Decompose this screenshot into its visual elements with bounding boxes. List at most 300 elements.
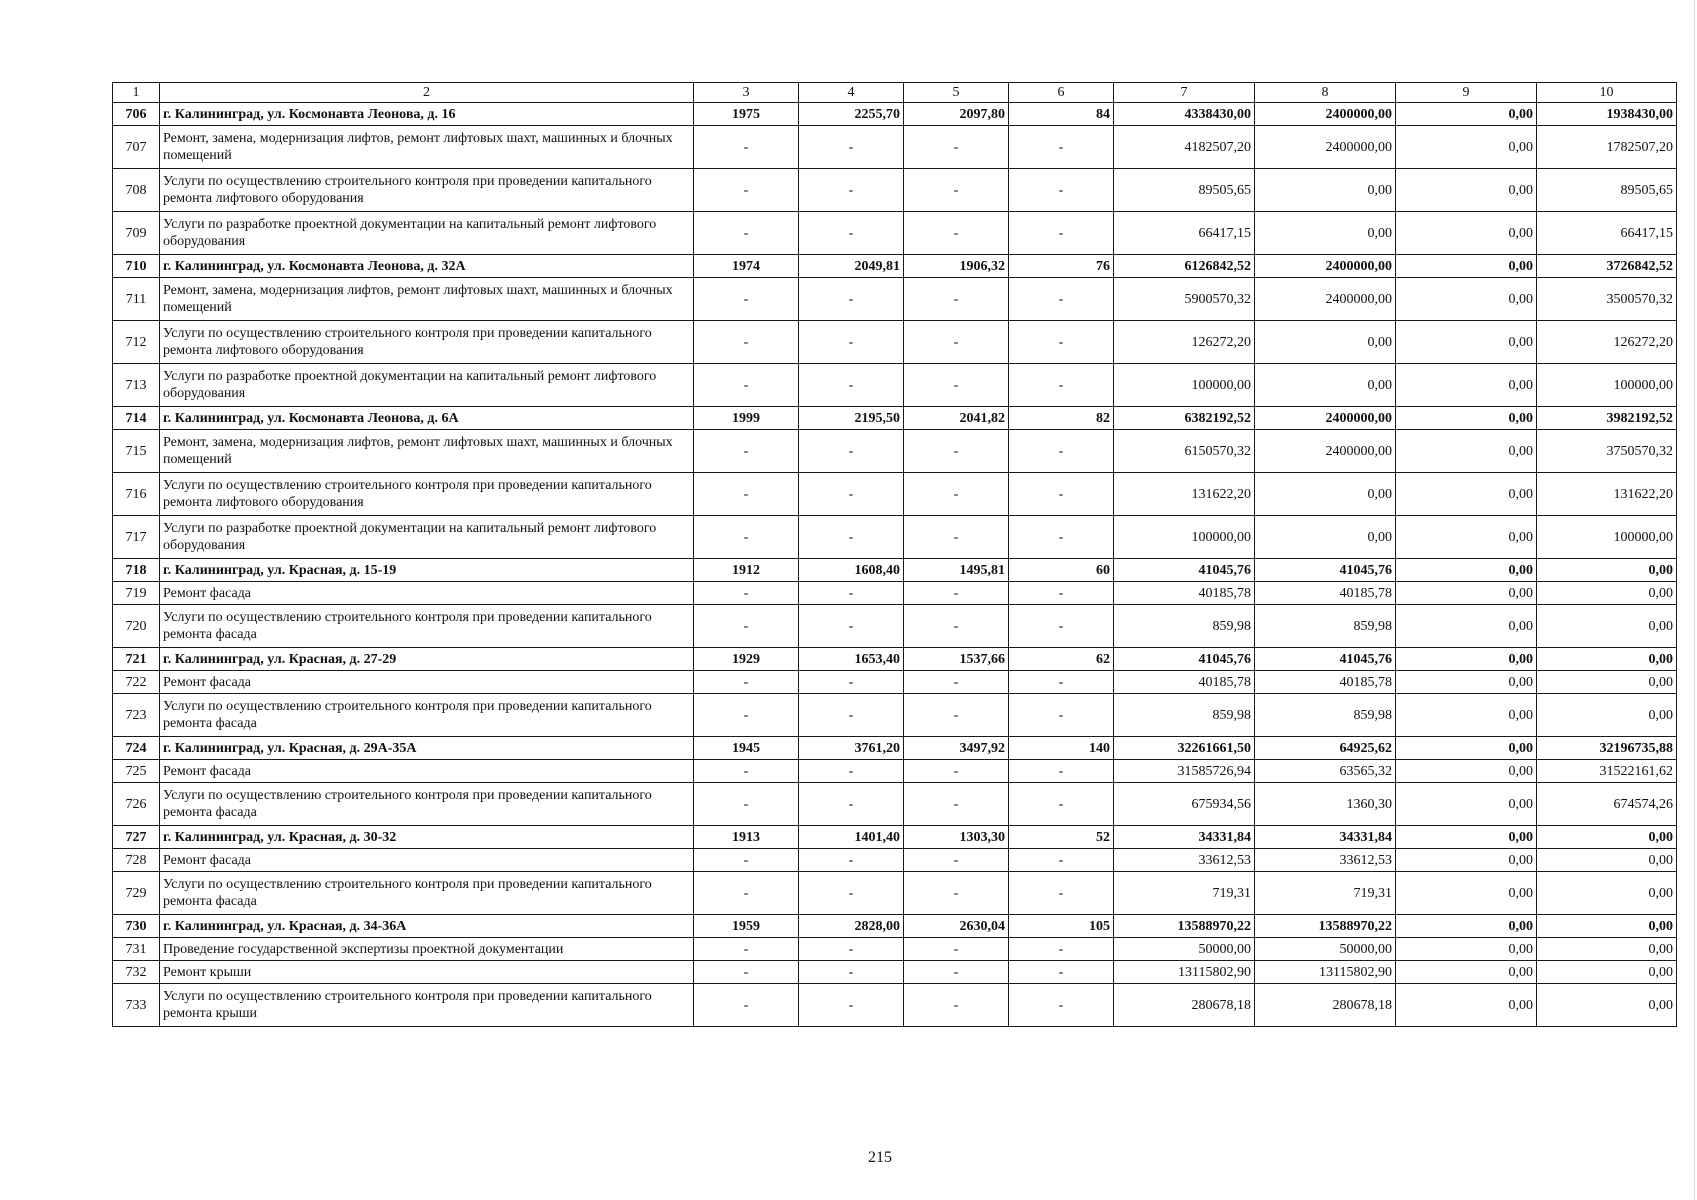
- column-8-cell: 0,00: [1255, 321, 1396, 364]
- address-summary-row: [113, 255, 1677, 278]
- column-3-cell: -: [694, 605, 799, 648]
- object-description-cell: Услуги по разработке проектной документации на капитальный ремонт лифтового оборудования: [160, 212, 694, 255]
- column-header-6: 6: [1009, 83, 1114, 103]
- column-7-cell: 859,98: [1114, 694, 1255, 737]
- column-5-cell: -: [904, 984, 1009, 1027]
- column-6-cell: -: [1009, 605, 1114, 648]
- work-item-row: [113, 473, 1677, 516]
- column-9-cell: 0,00: [1396, 559, 1537, 582]
- column-9-cell: 0,00: [1396, 321, 1537, 364]
- object-description-cell: Ремонт фасада: [160, 760, 694, 783]
- column-10-cell: 0,00: [1537, 582, 1677, 605]
- column-4-cell: -: [799, 872, 904, 915]
- column-4-cell: -: [799, 516, 904, 559]
- column-10-cell: 0,00: [1537, 826, 1677, 849]
- column-5-cell: -: [904, 212, 1009, 255]
- column-7-cell: 89505,65: [1114, 169, 1255, 212]
- column-3-cell: -: [694, 516, 799, 559]
- column-10-cell: 131622,20: [1537, 473, 1677, 516]
- column-3-cell: 1913: [694, 826, 799, 849]
- row-number-cell: 715: [113, 430, 160, 473]
- column-header-9: 9: [1396, 83, 1537, 103]
- row-number-cell: 708: [113, 169, 160, 212]
- column-3-cell: 1912: [694, 559, 799, 582]
- column-9-cell: 0,00: [1396, 737, 1537, 760]
- object-description-cell: г. Калининград, ул. Красная, д. 29А-35А: [160, 737, 694, 760]
- column-7-cell: 33612,53: [1114, 849, 1255, 872]
- column-5-cell: -: [904, 169, 1009, 212]
- column-5-cell: -: [904, 278, 1009, 321]
- row-number-cell: 729: [113, 872, 160, 915]
- column-10-cell: 0,00: [1537, 648, 1677, 671]
- column-8-cell: 0,00: [1255, 516, 1396, 559]
- column-3-cell: -: [694, 961, 799, 984]
- column-3-cell: -: [694, 671, 799, 694]
- page-number: 215: [868, 1149, 892, 1166]
- column-number-header-row: [113, 83, 1677, 103]
- column-6-cell: 62: [1009, 648, 1114, 671]
- column-8-cell: 2400000,00: [1255, 278, 1396, 321]
- column-4-cell: 1608,40: [799, 559, 904, 582]
- column-3-cell: -: [694, 473, 799, 516]
- row-number-cell: 733: [113, 984, 160, 1027]
- column-9-cell: 0,00: [1396, 473, 1537, 516]
- column-6-cell: 140: [1009, 737, 1114, 760]
- object-description-cell: Услуги по разработке проектной документации на капитальный ремонт лифтового оборудования: [160, 516, 694, 559]
- column-3-cell: -: [694, 760, 799, 783]
- column-6-cell: -: [1009, 126, 1114, 169]
- column-6-cell: -: [1009, 694, 1114, 737]
- row-number-cell: 714: [113, 407, 160, 430]
- column-7-cell: 4338430,00: [1114, 103, 1255, 126]
- column-6-cell: -: [1009, 760, 1114, 783]
- column-5-cell: -: [904, 938, 1009, 961]
- column-8-cell: 859,98: [1255, 605, 1396, 648]
- address-summary-row: [113, 407, 1677, 430]
- column-6-cell: 82: [1009, 407, 1114, 430]
- row-number-cell: 707: [113, 126, 160, 169]
- column-5-cell: -: [904, 430, 1009, 473]
- column-10-cell: 3726842,52: [1537, 255, 1677, 278]
- object-description-cell: Услуги по осуществлению строительного контроля при проведении капитального ремонта лифтового оборудования: [160, 321, 694, 364]
- column-7-cell: 6126842,52: [1114, 255, 1255, 278]
- column-8-cell: 40185,78: [1255, 582, 1396, 605]
- column-5-cell: -: [904, 364, 1009, 407]
- column-10-cell: 0,00: [1537, 849, 1677, 872]
- column-header-4: 4: [799, 83, 904, 103]
- object-description-cell: Ремонт, замена, модернизация лифтов, ремонт лифтовых шахт, машинных и блочных помещений: [160, 126, 694, 169]
- row-number-cell: 726: [113, 783, 160, 826]
- row-number-cell: 713: [113, 364, 160, 407]
- row-number-cell: 725: [113, 760, 160, 783]
- column-9-cell: 0,00: [1396, 984, 1537, 1027]
- object-description-cell: г. Калининград, ул. Красная, д. 30-32: [160, 826, 694, 849]
- column-9-cell: 0,00: [1396, 103, 1537, 126]
- column-10-cell: 3500570,32: [1537, 278, 1677, 321]
- row-number-cell: 727: [113, 826, 160, 849]
- column-10-cell: 0,00: [1537, 938, 1677, 961]
- column-9-cell: 0,00: [1396, 760, 1537, 783]
- work-item-row: [113, 605, 1677, 648]
- object-description-cell: г. Калининград, ул. Красная, д. 15-19: [160, 559, 694, 582]
- object-description-cell: Ремонт фасада: [160, 582, 694, 605]
- column-4-cell: -: [799, 278, 904, 321]
- column-4-cell: -: [799, 961, 904, 984]
- column-4-cell: -: [799, 605, 904, 648]
- column-7-cell: 40185,78: [1114, 671, 1255, 694]
- row-number-cell: 716: [113, 473, 160, 516]
- column-header-3: 3: [694, 83, 799, 103]
- column-4-cell: -: [799, 938, 904, 961]
- column-7-cell: 280678,18: [1114, 984, 1255, 1027]
- work-item-row: [113, 582, 1677, 605]
- row-number-cell: 718: [113, 559, 160, 582]
- column-8-cell: 2400000,00: [1255, 126, 1396, 169]
- column-4-cell: -: [799, 212, 904, 255]
- work-item-row: [113, 849, 1677, 872]
- column-4-cell: -: [799, 694, 904, 737]
- column-9-cell: 0,00: [1396, 872, 1537, 915]
- table-body: [113, 103, 1677, 1027]
- row-number-cell: 711: [113, 278, 160, 321]
- work-item-row: [113, 694, 1677, 737]
- column-6-cell: -: [1009, 671, 1114, 694]
- column-8-cell: 2400000,00: [1255, 255, 1396, 278]
- column-5-cell: 1495,81: [904, 559, 1009, 582]
- column-3-cell: -: [694, 694, 799, 737]
- column-4-cell: 2049,81: [799, 255, 904, 278]
- address-summary-row: [113, 559, 1677, 582]
- column-3-cell: 1959: [694, 915, 799, 938]
- column-9-cell: 0,00: [1396, 255, 1537, 278]
- column-10-cell: 126272,20: [1537, 321, 1677, 364]
- column-4-cell: 2195,50: [799, 407, 904, 430]
- object-description-cell: Услуги по осуществлению строительного контроля при проведении капитального ремонта фасада: [160, 605, 694, 648]
- column-3-cell: -: [694, 783, 799, 826]
- object-description-cell: Ремонт крыши: [160, 961, 694, 984]
- column-9-cell: 0,00: [1396, 278, 1537, 321]
- work-item-row: [113, 321, 1677, 364]
- column-5-cell: 3497,92: [904, 737, 1009, 760]
- column-7-cell: 6382192,52: [1114, 407, 1255, 430]
- column-8-cell: 280678,18: [1255, 984, 1396, 1027]
- column-7-cell: 40185,78: [1114, 582, 1255, 605]
- column-7-cell: 6150570,32: [1114, 430, 1255, 473]
- column-5-cell: -: [904, 582, 1009, 605]
- column-4-cell: -: [799, 364, 904, 407]
- column-4-cell: -: [799, 984, 904, 1027]
- column-3-cell: -: [694, 321, 799, 364]
- column-8-cell: 34331,84: [1255, 826, 1396, 849]
- row-number-cell: 723: [113, 694, 160, 737]
- column-5-cell: -: [904, 605, 1009, 648]
- row-number-cell: 709: [113, 212, 160, 255]
- column-5-cell: 1537,66: [904, 648, 1009, 671]
- object-description-cell: Услуги по осуществлению строительного контроля при проведении капитального ремонта лифтового оборудования: [160, 473, 694, 516]
- column-8-cell: 0,00: [1255, 169, 1396, 212]
- column-6-cell: -: [1009, 364, 1114, 407]
- column-4-cell: 3761,20: [799, 737, 904, 760]
- column-4-cell: -: [799, 783, 904, 826]
- column-5-cell: -: [904, 126, 1009, 169]
- column-7-cell: 675934,56: [1114, 783, 1255, 826]
- object-description-cell: Ремонт, замена, модернизация лифтов, ремонт лифтовых шахт, машинных и блочных помещений: [160, 430, 694, 473]
- column-5-cell: -: [904, 473, 1009, 516]
- column-10-cell: 0,00: [1537, 915, 1677, 938]
- column-8-cell: 719,31: [1255, 872, 1396, 915]
- column-10-cell: 31522161,62: [1537, 760, 1677, 783]
- column-7-cell: 41045,76: [1114, 559, 1255, 582]
- column-8-cell: 1360,30: [1255, 783, 1396, 826]
- column-header-10: 10: [1537, 83, 1677, 103]
- work-item-row: [113, 938, 1677, 961]
- column-3-cell: -: [694, 212, 799, 255]
- object-description-cell: Ремонт фасада: [160, 671, 694, 694]
- row-number-cell: 710: [113, 255, 160, 278]
- repair-schedule-table: [112, 82, 1677, 1027]
- column-6-cell: -: [1009, 961, 1114, 984]
- column-9-cell: 0,00: [1396, 582, 1537, 605]
- column-5-cell: -: [904, 694, 1009, 737]
- column-4-cell: 2255,70: [799, 103, 904, 126]
- address-summary-row: [113, 737, 1677, 760]
- column-8-cell: 2400000,00: [1255, 103, 1396, 126]
- column-9-cell: 0,00: [1396, 783, 1537, 826]
- column-8-cell: 859,98: [1255, 694, 1396, 737]
- column-6-cell: -: [1009, 278, 1114, 321]
- row-number-cell: 720: [113, 605, 160, 648]
- column-4-cell: -: [799, 169, 904, 212]
- column-10-cell: 1938430,00: [1537, 103, 1677, 126]
- column-9-cell: 0,00: [1396, 849, 1537, 872]
- column-3-cell: 1945: [694, 737, 799, 760]
- column-6-cell: 84: [1009, 103, 1114, 126]
- column-3-cell: -: [694, 984, 799, 1027]
- column-10-cell: 3982192,52: [1537, 407, 1677, 430]
- column-9-cell: 0,00: [1396, 364, 1537, 407]
- work-item-row: [113, 430, 1677, 473]
- object-description-cell: Услуги по осуществлению строительного контроля при проведении капитального ремонта фасада: [160, 694, 694, 737]
- scan-edge-line: [1694, 0, 1695, 1200]
- object-description-cell: Услуги по осуществлению строительного контроля при проведении капитального ремонта крыши: [160, 984, 694, 1027]
- column-6-cell: -: [1009, 849, 1114, 872]
- column-4-cell: -: [799, 582, 904, 605]
- column-10-cell: 0,00: [1537, 694, 1677, 737]
- work-item-row: [113, 872, 1677, 915]
- column-3-cell: -: [694, 169, 799, 212]
- column-7-cell: 131622,20: [1114, 473, 1255, 516]
- column-6-cell: -: [1009, 582, 1114, 605]
- work-item-row: [113, 961, 1677, 984]
- row-number-cell: 706: [113, 103, 160, 126]
- work-item-row: [113, 516, 1677, 559]
- column-header-1: 1: [113, 83, 160, 103]
- column-8-cell: 0,00: [1255, 473, 1396, 516]
- column-4-cell: -: [799, 760, 904, 783]
- column-9-cell: 0,00: [1396, 407, 1537, 430]
- row-number-cell: 722: [113, 671, 160, 694]
- row-number-cell: 732: [113, 961, 160, 984]
- column-8-cell: 41045,76: [1255, 559, 1396, 582]
- column-3-cell: 1929: [694, 648, 799, 671]
- object-description-cell: г. Калининград, ул. Красная, д. 27-29: [160, 648, 694, 671]
- column-8-cell: 13115802,90: [1255, 961, 1396, 984]
- column-3-cell: -: [694, 849, 799, 872]
- column-6-cell: -: [1009, 473, 1114, 516]
- column-7-cell: 859,98: [1114, 605, 1255, 648]
- column-4-cell: 2828,00: [799, 915, 904, 938]
- column-6-cell: -: [1009, 169, 1114, 212]
- column-9-cell: 0,00: [1396, 938, 1537, 961]
- column-9-cell: 0,00: [1396, 915, 1537, 938]
- column-4-cell: -: [799, 321, 904, 364]
- column-10-cell: 0,00: [1537, 671, 1677, 694]
- column-8-cell: 64925,62: [1255, 737, 1396, 760]
- address-summary-row: [113, 103, 1677, 126]
- column-3-cell: -: [694, 430, 799, 473]
- object-description-cell: Услуги по осуществлению строительного контроля при проведении капитального ремонта лифтового оборудования: [160, 169, 694, 212]
- column-9-cell: 0,00: [1396, 648, 1537, 671]
- column-10-cell: 1782507,20: [1537, 126, 1677, 169]
- column-7-cell: 50000,00: [1114, 938, 1255, 961]
- column-4-cell: -: [799, 671, 904, 694]
- column-3-cell: -: [694, 938, 799, 961]
- column-7-cell: 4182507,20: [1114, 126, 1255, 169]
- object-description-cell: Ремонт фасада: [160, 849, 694, 872]
- column-4-cell: 1401,40: [799, 826, 904, 849]
- column-3-cell: -: [694, 126, 799, 169]
- column-5-cell: -: [904, 516, 1009, 559]
- column-7-cell: 719,31: [1114, 872, 1255, 915]
- column-9-cell: 0,00: [1396, 169, 1537, 212]
- column-7-cell: 13115802,90: [1114, 961, 1255, 984]
- column-9-cell: 0,00: [1396, 605, 1537, 648]
- column-6-cell: -: [1009, 212, 1114, 255]
- object-description-cell: Услуги по осуществлению строительного контроля при проведении капитального ремонта фасада: [160, 872, 694, 915]
- column-4-cell: -: [799, 473, 904, 516]
- column-10-cell: 0,00: [1537, 961, 1677, 984]
- column-5-cell: -: [904, 321, 1009, 364]
- row-number-cell: 717: [113, 516, 160, 559]
- column-10-cell: 0,00: [1537, 605, 1677, 648]
- column-7-cell: 32261661,50: [1114, 737, 1255, 760]
- column-7-cell: 41045,76: [1114, 648, 1255, 671]
- column-8-cell: 33612,53: [1255, 849, 1396, 872]
- column-6-cell: -: [1009, 321, 1114, 364]
- row-number-cell: 719: [113, 582, 160, 605]
- column-3-cell: 1999: [694, 407, 799, 430]
- column-5-cell: 1906,32: [904, 255, 1009, 278]
- column-3-cell: -: [694, 872, 799, 915]
- column-10-cell: 0,00: [1537, 559, 1677, 582]
- column-6-cell: 60: [1009, 559, 1114, 582]
- object-description-cell: Ремонт, замена, модернизация лифтов, ремонт лифтовых шахт, машинных и блочных помещений: [160, 278, 694, 321]
- column-8-cell: 2400000,00: [1255, 407, 1396, 430]
- column-10-cell: 674574,26: [1537, 783, 1677, 826]
- column-5-cell: -: [904, 760, 1009, 783]
- column-6-cell: -: [1009, 984, 1114, 1027]
- work-item-row: [113, 278, 1677, 321]
- column-3-cell: -: [694, 582, 799, 605]
- row-number-cell: 730: [113, 915, 160, 938]
- column-8-cell: 13588970,22: [1255, 915, 1396, 938]
- column-8-cell: 2400000,00: [1255, 430, 1396, 473]
- column-8-cell: 0,00: [1255, 364, 1396, 407]
- work-item-row: [113, 984, 1677, 1027]
- column-5-cell: -: [904, 783, 1009, 826]
- column-10-cell: 100000,00: [1537, 516, 1677, 559]
- column-5-cell: -: [904, 872, 1009, 915]
- column-4-cell: -: [799, 126, 904, 169]
- column-3-cell: -: [694, 278, 799, 321]
- column-7-cell: 31585726,94: [1114, 760, 1255, 783]
- column-8-cell: 0,00: [1255, 212, 1396, 255]
- column-header-8: 8: [1255, 83, 1396, 103]
- row-number-cell: 712: [113, 321, 160, 364]
- column-9-cell: 0,00: [1396, 516, 1537, 559]
- column-10-cell: 0,00: [1537, 984, 1677, 1027]
- column-6-cell: -: [1009, 430, 1114, 473]
- column-3-cell: 1974: [694, 255, 799, 278]
- column-10-cell: 100000,00: [1537, 364, 1677, 407]
- column-3-cell: 1975: [694, 103, 799, 126]
- object-description-cell: Услуги по осуществлению строительного контроля при проведении капитального ремонта фасада: [160, 783, 694, 826]
- object-description-cell: г. Калининград, ул. Космонавта Леонова, д. 16: [160, 103, 694, 126]
- column-5-cell: -: [904, 671, 1009, 694]
- column-10-cell: 0,00: [1537, 872, 1677, 915]
- work-item-row: [113, 126, 1677, 169]
- column-7-cell: 100000,00: [1114, 516, 1255, 559]
- column-4-cell: -: [799, 849, 904, 872]
- column-5-cell: 1303,30: [904, 826, 1009, 849]
- column-6-cell: 105: [1009, 915, 1114, 938]
- row-number-cell: 721: [113, 648, 160, 671]
- column-9-cell: 0,00: [1396, 826, 1537, 849]
- column-header-2: 2: [160, 83, 694, 103]
- column-8-cell: 40185,78: [1255, 671, 1396, 694]
- column-7-cell: 126272,20: [1114, 321, 1255, 364]
- column-9-cell: 0,00: [1396, 671, 1537, 694]
- object-description-cell: г. Калининград, ул. Космонавта Леонова, д. 32А: [160, 255, 694, 278]
- column-6-cell: 76: [1009, 255, 1114, 278]
- work-item-row: [113, 760, 1677, 783]
- row-number-cell: 728: [113, 849, 160, 872]
- column-8-cell: 63565,32: [1255, 760, 1396, 783]
- column-6-cell: -: [1009, 516, 1114, 559]
- object-description-cell: Проведение государственной экспертизы проектной документации: [160, 938, 694, 961]
- column-6-cell: -: [1009, 783, 1114, 826]
- column-5-cell: 2630,04: [904, 915, 1009, 938]
- column-4-cell: 1653,40: [799, 648, 904, 671]
- column-4-cell: -: [799, 430, 904, 473]
- column-5-cell: 2097,80: [904, 103, 1009, 126]
- row-number-cell: 731: [113, 938, 160, 961]
- column-6-cell: -: [1009, 938, 1114, 961]
- column-5-cell: -: [904, 849, 1009, 872]
- column-10-cell: 89505,65: [1537, 169, 1677, 212]
- column-9-cell: 0,00: [1396, 126, 1537, 169]
- work-item-row: [113, 169, 1677, 212]
- address-summary-row: [113, 915, 1677, 938]
- column-header-5: 5: [904, 83, 1009, 103]
- column-5-cell: 2041,82: [904, 407, 1009, 430]
- column-5-cell: -: [904, 961, 1009, 984]
- column-9-cell: 0,00: [1396, 961, 1537, 984]
- column-header-7: 7: [1114, 83, 1255, 103]
- column-3-cell: -: [694, 364, 799, 407]
- object-description-cell: г. Калининград, ул. Космонавта Леонова, д. 6А: [160, 407, 694, 430]
- work-item-row: [113, 783, 1677, 826]
